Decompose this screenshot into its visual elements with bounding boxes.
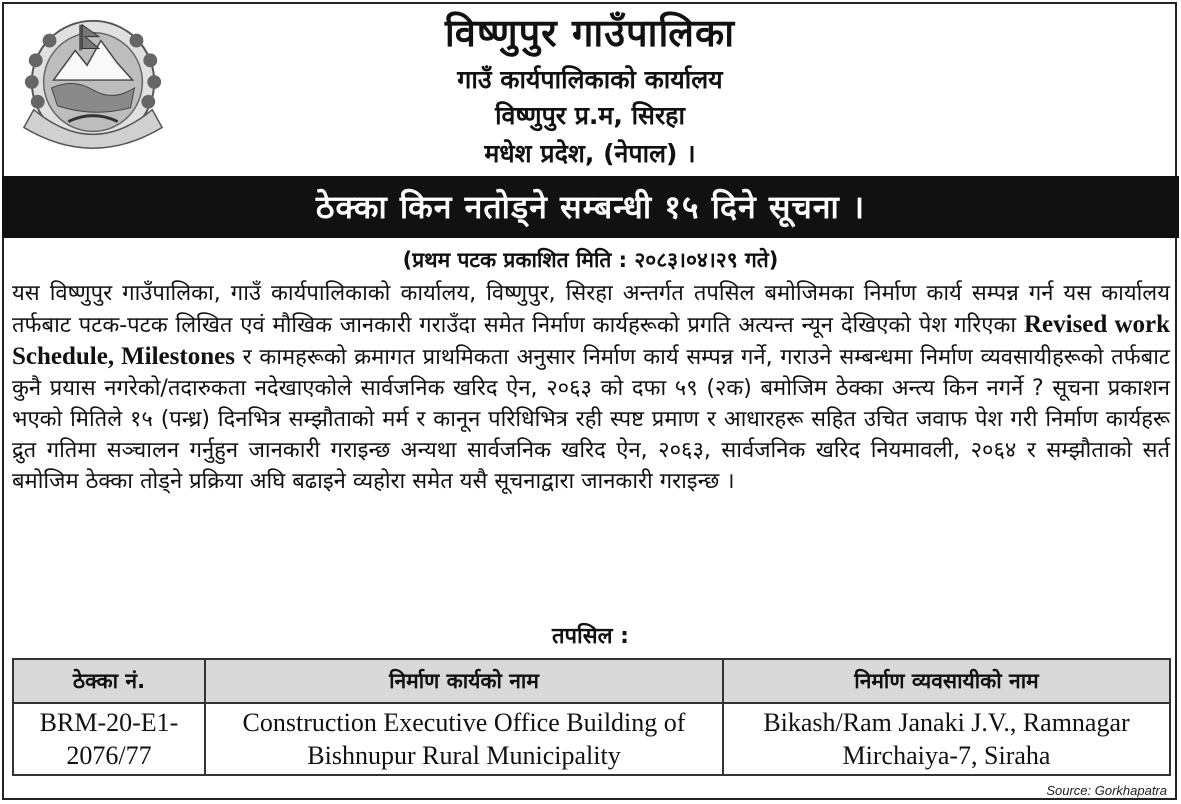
work-name-line1: Construction Executive Office Building of [242, 708, 686, 737]
contract-no-line2: 2076/77 [66, 741, 152, 770]
notice-body [12, 278, 1170, 497]
office-name: गाउँ कार्यपालिकाको कार्यालय [457, 65, 723, 94]
publication-date: (प्रथम पटक प्रकाशित मिति : २०८३।०४।२९ गते) [402, 248, 779, 272]
contract-table [12, 658, 1171, 776]
body-english-term: Revised work Schedule, Milestones [12, 311, 1170, 370]
contract-no-line1: BRM-20-E1- [39, 708, 179, 737]
table-row [13, 703, 1170, 775]
office-address: विष्णुपुर प्र.म, सिरहा [495, 101, 685, 130]
source-credit: Source: Gorkhapatra [1046, 783, 1167, 798]
nepal-emblem-icon [14, 10, 172, 160]
body-text-part2: र कामहरूको क्रमागत प्राथमिकता अनुसार निर्माण कार्य सम्पन्न गर्ने, गराउने सम्बन्धमा निर्माण व्यवसायीहरूको तर्फबाट कुनै प्रयास नगरेको/तदारुकता नदेखाएकोले सार्वजनिक खरिद ऐन, २०६३ को दफा ५९ (२क) बमोजिम ठेक्का अन्त्य किन नगर्ने ? सूचना प्रकाशन भएको मितिले १५ (पन्ध्र) दिनभित्र सम्झौताको मर्म र कानून परिधिभित्र रही स्पष्ट प्रमाण र आधारहरू सहित उचित जवाफ पेश गरी निर्माण कार्यहरू द्रुत गतिमा सञ्चालन गर्नुहुन जानकारी गराइन्छ अन्यथा सार्वजनिक खरिद ऐन, २०६३, सार्वजनिक खरिद नियमावली, २०६४ र सम्झौताको सर्त बमोजिम ठेक्का तोड्ने प्रक्रिया अघि बढाइने व्यहोरा समेत यसै सूचनाद्वारा जानकारी गराइन्छ । [12, 345, 1171, 494]
cell-contract-no [13, 703, 205, 775]
municipality-title: विष्णुपुर गाउँपालिका [444, 11, 736, 55]
contractor-line1: Bikash/Ram Janaki J.V., Ramnagar [763, 708, 1130, 737]
table-header-row [13, 659, 1170, 703]
cell-contractor-name [723, 703, 1170, 775]
province-name: मधेश प्रदेश, (नेपाल) । [484, 139, 696, 168]
work-name-line2: Bishnupur Rural Municipality [307, 741, 621, 770]
schedule-label: तपसिल : [552, 624, 629, 649]
header-contractor-name: निर्माण व्यवसायीको नाम [723, 659, 1170, 703]
header-contract-no: ठेक्का नं. [13, 659, 205, 703]
contractor-line2: Mirchaiya-7, Siraha [842, 741, 1051, 770]
header-work-name: निर्माण कार्यको नाम [205, 659, 723, 703]
notice-heading: ठेक्का किन नतोड्ने सम्बन्धी १५ दिने सूचना । [2, 176, 1179, 238]
cell-work-name [205, 703, 723, 775]
body-text-part1: यस विष्णुपुर गाउँपालिका, गाउँ कार्यपालिकाको कार्यालय, विष्णुपुर, सिरहा अन्तर्गत तपसिल बमोजिमका निर्माण कार्य सम्पन्न गर्न यस कार्यालय तर्फबाट पटक-पटक लिखित एवं मौखिक जानकारी गराउँदा समेत निर्माण कार्यहरूको प्रगति अत्यन्त न्यून देखिएको पेश गरिएका [12, 281, 1170, 338]
